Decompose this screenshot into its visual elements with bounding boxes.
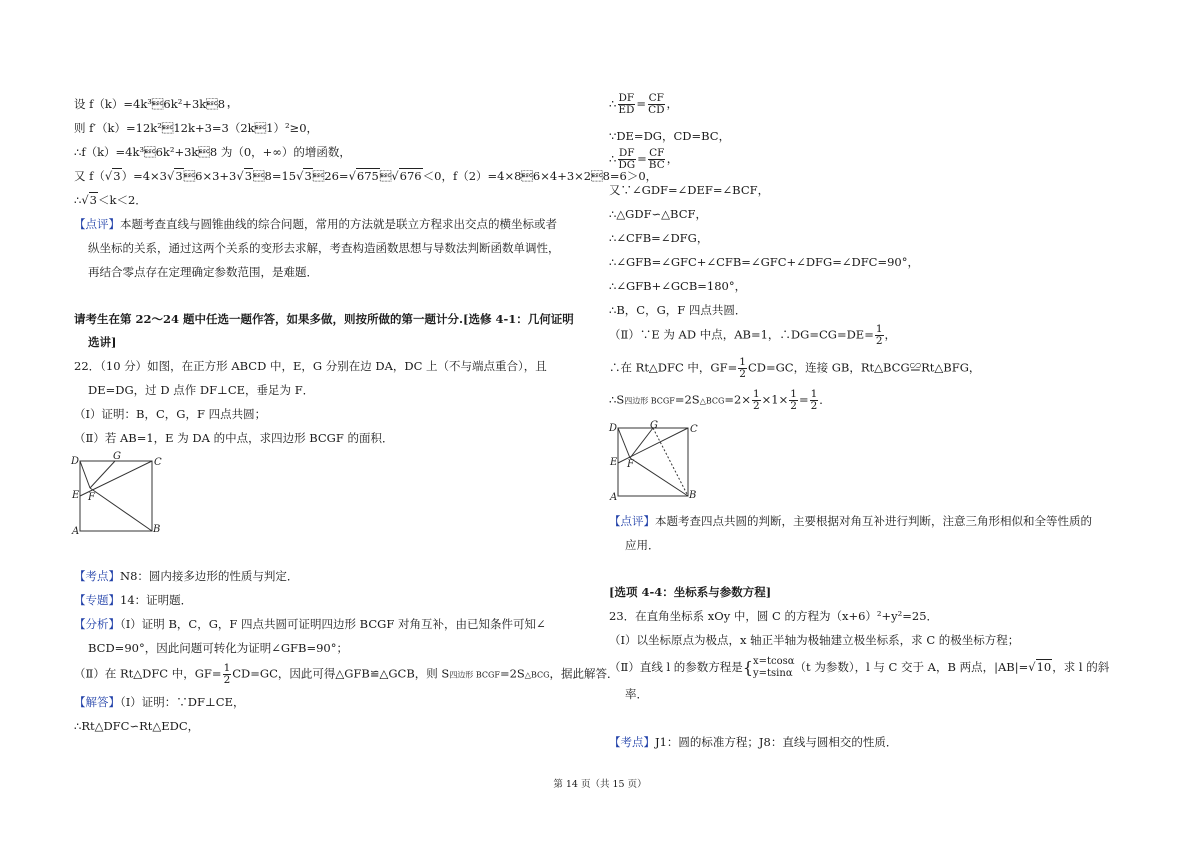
text-line: ∴f（k）=4k³6k²+3k8 为（0，+∞）的增函数，: [74, 145, 351, 159]
question-line: （Ⅰ）证明：B，C，G，F 四点共圆；: [74, 407, 267, 421]
equation-line: ∴ $\frac{DF}{DG}$ = $\frac{CF}{BC}$ ，: [609, 147, 679, 171]
label-F: F: [88, 492, 95, 503]
label-D: D: [71, 456, 80, 467]
section-heading: [选项 4-4：坐标系与参数方程]: [609, 585, 772, 599]
question-line: （Ⅰ）以坐标原点为极点，x 轴正半轴为极轴建立极坐标系，求 C 的极坐标方程；: [609, 633, 1020, 647]
text-line: 则 f′（k）=12k²12k+3=3（2k1）²≥0，: [74, 121, 319, 135]
page-footer: 第 14 页（共 15 页）: [553, 779, 647, 790]
text-line: 应用．: [625, 538, 660, 552]
text-line: BCD=90°，因此问题可转化为证明∠GFB=90°；: [88, 641, 348, 655]
label-D: D: [609, 423, 618, 434]
label-B: B: [153, 524, 161, 535]
text-line: 又 f（√3）=4×3√36×3+3√38=15√326=√675√676＜0，f（2）=4×86×4+3×28=6＞0，: [74, 169, 658, 183]
label-A: A: [72, 526, 80, 537]
question-line: 23．在直角坐标系 xOy 中，圆 C 的方程为（x+6）²+y²=25．: [609, 609, 939, 623]
text-line: ∴∠GFB=∠GFC+∠CFB=∠GFC+∠DFG=∠DFC=90°，: [609, 255, 919, 269]
zhuanti-line: 【专题】14：证明题．: [74, 593, 193, 607]
label-C: C: [690, 424, 698, 435]
square-figure-right: [600, 418, 710, 506]
question-line: 22．（10 分）如图，在正方形 ABCD 中，E，G 分别在边 DA，DC 上（不与端点重合），且: [74, 359, 547, 373]
text-line: （Ⅱ）∵E 为 AD 中点，AB=1，∴DG=CG=DE= $\frac{1}{2}$ ，: [609, 323, 897, 347]
equation-line: ∴ $\frac{DF}{ED}$ = $\frac{CF}{CD}$ ，: [609, 92, 679, 116]
text-line: ∴在 Rt△DFC 中，GF= $\frac{1}{2}$ CD=GC，连接 GB，Rt△BCG≌Rt△BFG，: [609, 356, 981, 380]
solution-line: 【解答】（Ⅰ）证明：∵DF⊥CE，: [74, 695, 245, 709]
text-line: ∴B，C，G，F 四点共圆．: [609, 303, 747, 317]
label-A: A: [610, 492, 618, 503]
label-F: F: [627, 459, 634, 470]
section-heading: 请考生在第 22～24 题中任选一题作答，如果多做，则按所做的第一题计分.[选修 4-1：几何证明: [74, 312, 574, 326]
section-heading: 选讲]: [88, 335, 117, 349]
text-line: 设 f（k）=4k³6k²+3k8，: [74, 97, 237, 111]
analysis-line: 【分析】（Ⅰ）证明 B，C，G，F 四点共圆可证明四边形 BCGF 对角互补，由已知条件可知∠: [74, 617, 546, 631]
text-line: 纵坐标的关系，通过这两个关系的变形去求解，考查构造函数思想与导数法判断函数单调性，: [88, 241, 560, 255]
text-line: ∴∠GFB+∠GCB=180°，: [609, 279, 747, 293]
label-G: G: [650, 420, 658, 431]
text-line: ∴√3＜k＜2．: [74, 193, 147, 207]
kaodian-line: 【考点】N8：圆内接多边形的性质与判定．: [74, 569, 299, 583]
question-line: DE=DG，过 D 点作 DF⊥CE，垂足为 F．: [88, 383, 315, 397]
label-C: C: [154, 457, 162, 468]
text-line: ∴△GDF∽△BCF，: [609, 207, 707, 221]
text-line: 又∵∠GDF=∠DEF=∠BCF，: [609, 183, 770, 197]
question-line: （Ⅱ）直线 l 的参数方程是{ x=tcosα y=tsinα （t 为参数），l 与 C 交于 A，B 两点，|AB|=√10，求 l 的斜: [609, 656, 1110, 679]
text-line: ∵DE=DG，CD=BC，: [609, 129, 731, 143]
kaodian-line: 【考点】J1：圆的标准方程；J8：直线与圆相交的性质．: [609, 735, 898, 749]
text-line: 率．: [625, 687, 648, 701]
label-E: E: [610, 457, 618, 468]
question-line: （Ⅱ）若 AB=1，E 为 DA 的中点，求四边形 BCGF 的面积．: [74, 431, 394, 445]
text-line: （Ⅱ）在 Rt△DFC 中，GF= $\frac{1}{2}$ CD=GC，因此可得△GFB≌△GCB，则 S四边形 BCGF=2S△BCG，据此解答．: [74, 662, 619, 686]
square-figure-left: [60, 448, 180, 543]
text-line: 再结合零点存在定理确定参数范围，是难题．: [88, 265, 318, 279]
comment-line: 【点评】本题考查四点共圆的判断，主要根据对角互补进行判断，注意三角形相似和全等性质的: [609, 514, 1092, 528]
text-line: ∴∠CFB=∠DFG，: [609, 231, 709, 245]
text-line: ∴Rt△DFC∽Rt△EDC，: [74, 719, 200, 733]
comment-line: 【点评】本题考查直线与圆锥曲线的综合问题，常用的方法就是联立方程求出交点的横坐标或者: [74, 217, 557, 231]
label-G: G: [113, 451, 121, 462]
label-E: E: [72, 490, 80, 501]
label-B: B: [689, 490, 697, 501]
equation-line: ∴S四边形 BCGF=2S△BCG=2× $\frac{1}{2}$ ×1× $\frac{1}{2}$ = $\frac{1}{2}$ ．: [609, 388, 831, 412]
